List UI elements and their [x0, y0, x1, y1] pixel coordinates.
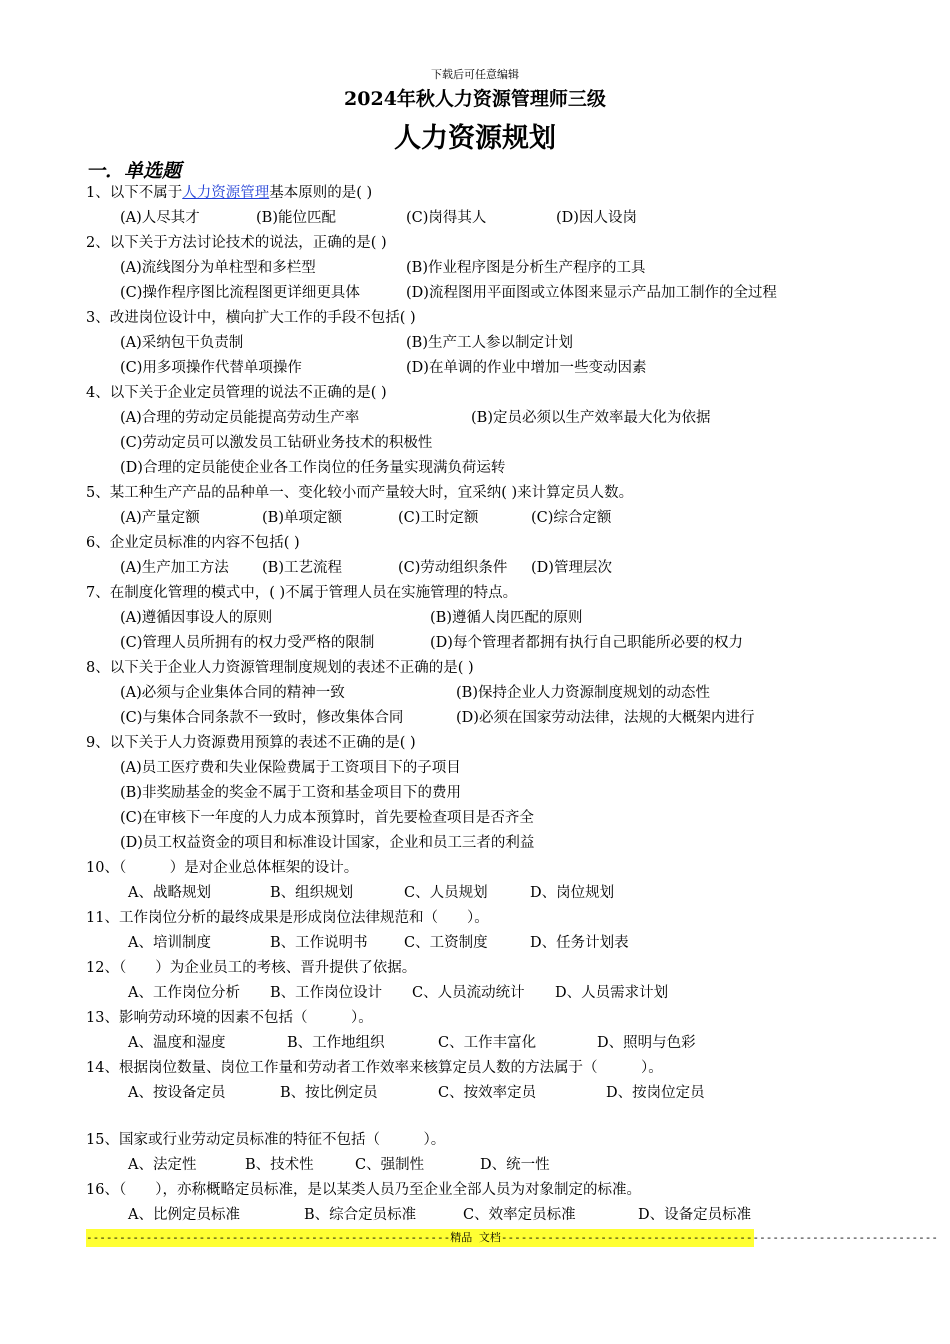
option: D、照明与色彩 [597, 1035, 696, 1051]
option: C、按效率定员 [438, 1085, 537, 1101]
option: (D)流程图用平面图或立体图来显示产品加工制作的全过程 [406, 285, 777, 301]
option: C、工作丰富化 [438, 1035, 537, 1051]
option: (C)管理人员所拥有的权力受严格的限制 [120, 635, 375, 651]
option: D、统一性 [480, 1157, 550, 1173]
option: (B)保持企业人力资源制度规划的动态性 [456, 685, 710, 701]
question-15: 15、国家或行业劳动定员标准的特征不包括（ ）。 [86, 1132, 446, 1148]
question-11: 11、工作岗位分析的最终成果是形成岗位法律规范和（ ）。 [86, 910, 489, 926]
option: C、工资制度 [404, 935, 488, 951]
question-8: 8、以下关于企业人力资源管理制度规划的表述不正确的是( ) [86, 660, 474, 676]
option: (B)单项定额 [262, 510, 342, 526]
option: (B)工艺流程 [262, 560, 342, 576]
option: B、工作地组织 [287, 1035, 385, 1051]
header-note: 下载后可任意编辑 [431, 68, 519, 81]
question-10: 10、（ ）是对企业总体框架的设计。 [86, 860, 359, 876]
option: A、比例定员标准 [128, 1207, 240, 1223]
option: (A)人尽其才 [120, 210, 200, 226]
question-12: 12、（ ）为企业员工的考核、晋升提供了依据。 [86, 960, 417, 976]
question-4: 4、以下关于企业定员管理的说法不正确的是( ) [86, 385, 387, 401]
option: A、培训制度 [128, 935, 211, 951]
option: (C)操作程序图比流程图更详细更具体 [120, 285, 360, 301]
option: (C)用多项操作代替单项操作 [120, 360, 302, 376]
option: A、战略规划 [128, 885, 211, 901]
option: (A)产量定额 [120, 510, 200, 526]
option: C、人员规划 [404, 885, 488, 901]
question-16: 16、（ ），亦称概略定员标准，是以某类人员乃至企业全部人员为对象制定的标准。 [86, 1182, 641, 1198]
option: (C)综合定额 [531, 510, 612, 526]
question-7: 7、在制度化管理的模式中，( )不属于管理人员在实施管理的特点。 [86, 585, 518, 601]
option: B、综合定员标准 [304, 1207, 417, 1223]
document-subtitle: 人力资源规划 [394, 123, 556, 154]
question-14: 14、根据岗位数量、岗位工作量和劳动者工作效率来核算定员人数的方法属于（ ）。 [86, 1060, 663, 1076]
option: (D)管理层次 [531, 560, 612, 576]
option: (B)非奖励基金的奖金不属于工资和基金项目下的费用 [120, 785, 461, 801]
option: (B)能位匹配 [256, 210, 336, 226]
option: (C)工时定额 [398, 510, 479, 526]
option: (B)遵循人岗匹配的原则 [430, 610, 583, 626]
option: (B)定员必须以生产效率最大化为依据 [471, 410, 711, 426]
option: B、按比例定员 [280, 1085, 378, 1101]
question-2: 2、以下关于方法讨论技术的说法，正确的是( ) [86, 235, 387, 251]
option: D、岗位规划 [530, 885, 615, 901]
option: A、按设备定员 [128, 1085, 226, 1101]
question-5: 5、某工种生产产品的品种单一、变化较小而产量较大时，宜采纳( )来计算定员人数。 [86, 485, 634, 501]
option: C、强制性 [355, 1157, 425, 1173]
question-3: 3、改进岗位设计中，横向扩大工作的手段不包括( ) [86, 310, 416, 326]
option: (A)采纳包干负责制 [120, 335, 244, 351]
option: D、按岗位定员 [606, 1085, 705, 1101]
option: C、效率定员标准 [463, 1207, 576, 1223]
question-1 [86, 183, 372, 203]
option: (A)生产加工方法 [120, 560, 229, 576]
option: (A)合理的劳动定员能提高劳动生产率 [120, 410, 360, 426]
section-heading: 一．单选题 [86, 160, 182, 182]
option: D、任务计划表 [530, 935, 629, 951]
option: (D)每个管理者都拥有执行自己职能所必要的权力 [430, 635, 743, 651]
option: (C)劳动组织条件 [398, 560, 508, 576]
option: B、组织规划 [270, 885, 354, 901]
option: A、法定性 [128, 1157, 197, 1173]
option: B、技术性 [245, 1157, 314, 1173]
option: (A)员工医疗费和失业保险费属于工资项目下的子项目 [120, 760, 461, 776]
option: A、工作岗位分析 [128, 985, 240, 1001]
option: (D)合理的定员能使企业各工作岗位的任务量实现满负荷运转 [120, 460, 506, 476]
option: (C)岗得其人 [406, 210, 487, 226]
hr-management-link[interactable]: 人力资源管理 [182, 185, 270, 201]
option: (A)流线图分为单柱型和多栏型 [120, 260, 316, 276]
option: D、人员需求计划 [555, 985, 669, 1001]
document-title: 2024年秋人力资源管理师三级 [344, 88, 606, 110]
option: C、人员流动统计 [412, 985, 525, 1001]
option: B、工作岗位设计 [270, 985, 383, 1001]
option: (C)与集体合同条款不一致时，修改集体合同 [120, 710, 404, 726]
option: (A)必须与企业集体合同的精神一致 [120, 685, 345, 701]
option: (D)必须在国家劳动法律，法规的大概架内进行 [456, 710, 755, 726]
option: (B)生产工人参以制定计划 [406, 335, 573, 351]
option: D、设备定员标准 [638, 1207, 752, 1223]
option: (C)劳动定员可以激发员工钻研业务技术的积极性 [120, 435, 433, 451]
option: (C)在审核下一年度的人力成本预算时，首先要检查项目是否齐全 [120, 810, 534, 826]
question-6: 6、企业定员标准的内容不包括( ) [86, 535, 300, 551]
footer-banner: -------------------------------------------------------精品 文档------------------------------------------------------------------ [86, 1229, 754, 1247]
question-1-pre: 1、以下不属于 [86, 185, 183, 201]
question-9: 9、以下关于人力资源费用预算的表述不正确的是( ) [86, 735, 416, 751]
option: (A)遵循因事设人的原则 [120, 610, 273, 626]
question-13: 13、影响劳动环境的因素不包括（ ）。 [86, 1010, 373, 1026]
option: (D)在单调的作业中增加一些变动因素 [406, 360, 647, 376]
option: A、温度和湿度 [128, 1035, 226, 1051]
option: (D)因人设岗 [556, 210, 637, 226]
question-1-post: 基本原则的是( ) [269, 185, 373, 201]
option: (D)员工权益资金的项目和标准设计国家，企业和员工三者的利益 [120, 835, 535, 851]
option: (B)作业程序图是分析生产程序的工具 [406, 260, 646, 276]
option: B、工作说明书 [270, 935, 368, 951]
